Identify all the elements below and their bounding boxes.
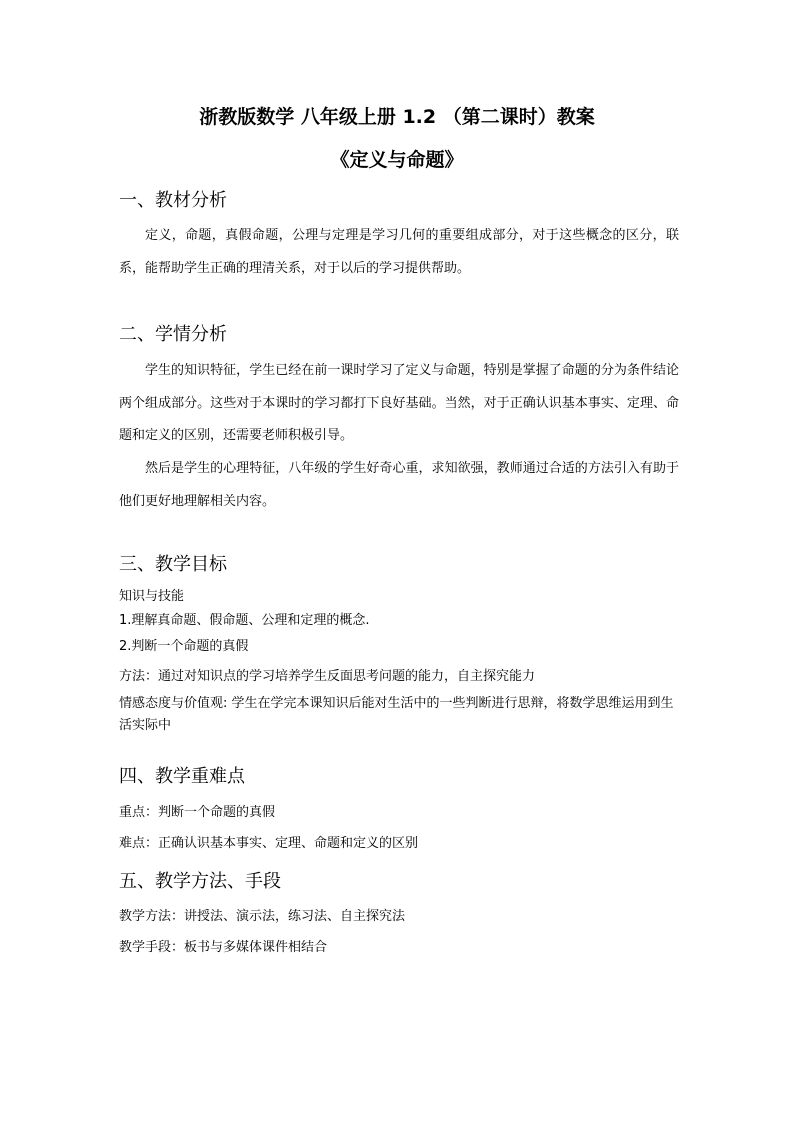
section-heading-textbook-analysis: 一、教材分析 (119, 190, 227, 211)
objective-label: 知识与技能 (119, 589, 185, 604)
teaching-methods: 教学方法：讲授法、演示法，练习法、自主探究法 (119, 909, 406, 924)
document-subtitle: 《定义与命题》 (330, 149, 464, 171)
teaching-means: 教学手段：板书与多媒体课件相结合 (119, 940, 328, 955)
section-heading-student-analysis: 二、学情分析 (119, 324, 227, 345)
document-title: 浙教版数学 八年级上册 1.2 （第二课时）教案 (199, 106, 595, 128)
objective-method: 方法：通过对知识点的学习培养学生反面思考问题的能力，自主探究能力 (119, 669, 536, 684)
objective-item: 2.判断一个命题的真假 (119, 639, 249, 654)
objective-item: 1.理解真命题、假命题、公理和定理的概念. (119, 613, 370, 628)
key-point: 重点：判断一个命题的真假 (119, 805, 276, 820)
section-paragraph: 然后是学生的心理特征，八年级的学生好奇心重，求知欲强，教师通过合适的方法引入有助于他们更好地理解相关内容。 (119, 461, 679, 509)
section-heading-teaching-objectives: 三、教学目标 (119, 554, 227, 575)
section-paragraph: 学生的知识特征，学生已经在前一课时学习了定义与命题，特别是掌握了命题的分为条件结论两个组成部分。这些对于本课时的学习都打下良好基础。当然，对于正确认识基本事实、定理、命题和定义的区别，还需要老师积极引导。 (119, 363, 679, 443)
objective-attitude: 情感态度与价值观: 学生在学完本课知识后能对生活中的一些判断进行思辩，将数学思维运用到生活实际中 (119, 696, 674, 733)
section-heading-methods: 五、教学方法、手段 (119, 871, 281, 892)
difficult-point: 难点：正确认识基本事实、定理、命题和定义的区别 (119, 836, 419, 851)
section-heading-key-points: 四、教学重难点 (119, 766, 245, 787)
section-paragraph: 定义，命题，真假命题，公理与定理是学习几何的重要组成部分，对于这些概念的区分，联系，能帮助学生正确的理清关系，对于以后的学习提供帮助。 (119, 228, 679, 276)
